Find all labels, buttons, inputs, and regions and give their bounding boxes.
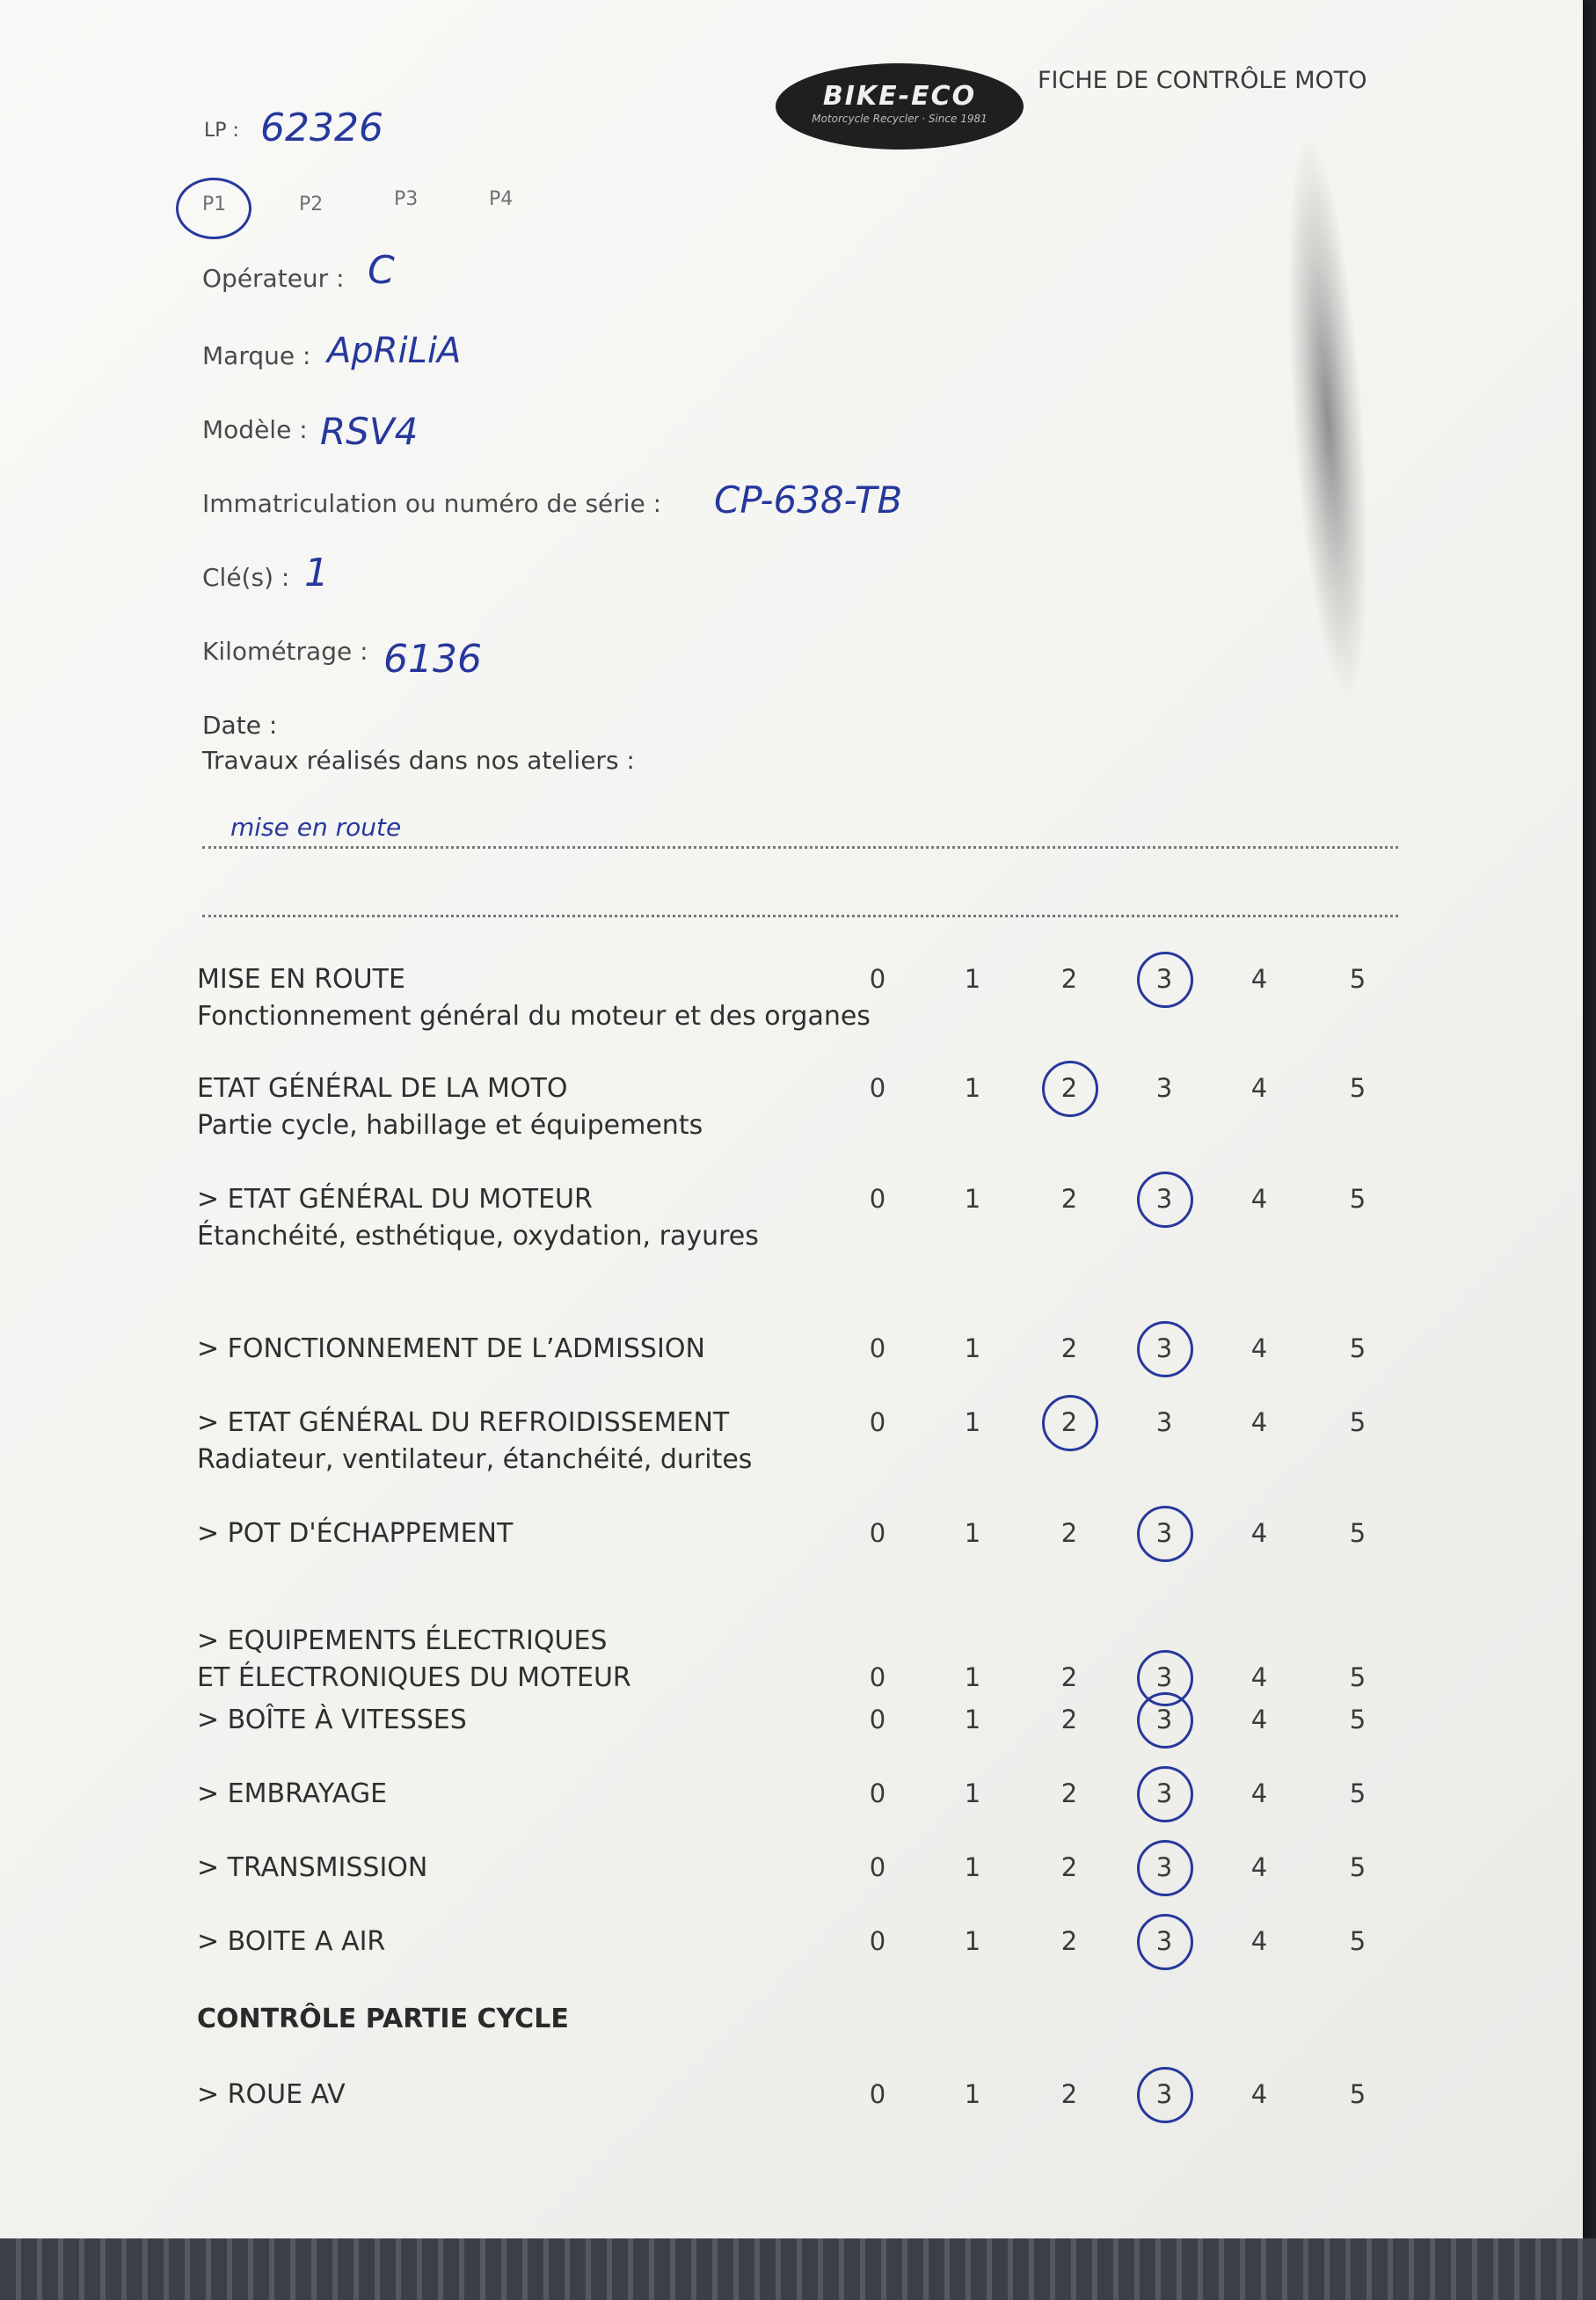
rating-row-1-score-3[interactable]: 3	[1155, 1073, 1173, 1103]
rating-row-3-selected-circle	[1137, 1321, 1193, 1377]
travaux-value: mise en route	[230, 813, 402, 842]
plastic-sleeve-edge	[0, 2238, 1596, 2300]
immat-label: Immatriculation ou numéro de série :	[202, 489, 662, 518]
rating-row-0-score-4[interactable]: 4	[1250, 964, 1268, 994]
rating-row-8-score-1[interactable]: 1	[964, 1778, 981, 1808]
rating-row-0-selected-circle	[1137, 952, 1193, 1008]
rating-row-9-score-1[interactable]: 1	[964, 1852, 981, 1882]
rating-row-4-subtitle: Radiateur, ventilateur, étanchéité, durites	[197, 1444, 753, 1475]
rating-row-3-score-5[interactable]: 5	[1349, 1333, 1366, 1363]
rating-row-8-score-5[interactable]: 5	[1349, 1778, 1366, 1808]
travaux-line-2	[202, 915, 1398, 917]
rating-row-5-selected-circle	[1137, 1506, 1193, 1562]
cycle-row-0-title: > ROUE AV	[197, 2079, 346, 2110]
rating-row-10-selected-circle	[1137, 1914, 1193, 1970]
rating-row-6-score-3[interactable]: 3	[1155, 1662, 1173, 1692]
cycle-row-0-score-3[interactable]: 3	[1155, 2079, 1173, 2109]
rating-row-10-score-0[interactable]: 0	[869, 1926, 886, 1956]
rating-row-3-score-1[interactable]: 1	[964, 1333, 981, 1363]
rating-row-1-selected-circle	[1042, 1061, 1098, 1117]
date-label: Date :	[202, 711, 278, 740]
rating-row-3-title: > FONCTIONNEMENT DE L’ADMISSION	[197, 1333, 705, 1364]
modele-label: Modèle :	[202, 415, 308, 444]
rating-row-6-subtitle: ET ÉLECTRONIQUES DU MOTEUR	[197, 1662, 631, 1693]
rating-row-0-score-5[interactable]: 5	[1349, 964, 1366, 994]
travaux-label: Travaux réalisés dans nos ateliers :	[202, 746, 635, 775]
rating-row-5-title: > POT D'ÉCHAPPEMENT	[197, 1518, 514, 1549]
rating-row-2-score-5[interactable]: 5	[1349, 1184, 1366, 1214]
rating-row-10-score-5[interactable]: 5	[1349, 1926, 1366, 1956]
rating-row-3-score-2[interactable]: 2	[1060, 1333, 1078, 1363]
rating-row-5-score-3[interactable]: 3	[1155, 1518, 1173, 1548]
cles-value: 1	[304, 551, 329, 595]
logo-tagline: Motorcycle Recycler · Since 1981	[812, 113, 987, 125]
p-option-3: P3	[394, 188, 419, 210]
rating-row-6-score-0[interactable]: 0	[869, 1662, 886, 1692]
rating-row-5-score-5[interactable]: 5	[1349, 1518, 1366, 1548]
rating-row-4-score-0[interactable]: 0	[869, 1407, 886, 1437]
rating-row-1-title: ETAT GÉNÉRAL DE LA MOTO	[197, 1073, 568, 1104]
lp-label: LP :	[204, 120, 239, 142]
logo-text: BIKE-ECO	[822, 81, 977, 112]
rating-row-7-selected-circle	[1137, 1692, 1193, 1749]
cycle-row-0-score-4[interactable]: 4	[1250, 2079, 1268, 2109]
rating-row-9-score-2[interactable]: 2	[1060, 1852, 1078, 1882]
rating-row-4-title: > ETAT GÉNÉRAL DU REFROIDISSEMENT	[197, 1407, 730, 1438]
rating-row-8-score-2[interactable]: 2	[1060, 1778, 1078, 1808]
rating-row-4-score-1[interactable]: 1	[964, 1407, 981, 1437]
rating-row-10-title: > BOITE A AIR	[197, 1926, 386, 1957]
rating-row-9-selected-circle	[1137, 1840, 1193, 1896]
marque-value: ApRiLiA	[327, 331, 462, 371]
p-option-1: P1	[202, 193, 227, 215]
rating-row-10-score-4[interactable]: 4	[1250, 1926, 1268, 1956]
rating-row-5-score-0[interactable]: 0	[869, 1518, 886, 1548]
operateur-label: Opérateur :	[202, 264, 345, 293]
form-title: FICHE DE CONTRÔLE MOTO	[1038, 67, 1367, 94]
rating-row-8-selected-circle	[1137, 1766, 1193, 1822]
rating-row-7-score-5[interactable]: 5	[1349, 1705, 1366, 1734]
lp-value: 62326	[260, 106, 383, 150]
rating-row-6-score-4[interactable]: 4	[1250, 1662, 1268, 1692]
rating-row-7-score-0[interactable]: 0	[869, 1705, 886, 1734]
rating-row-0-subtitle: Fonctionnement général du moteur et des organes	[197, 1001, 871, 1032]
rating-row-1-score-4[interactable]: 4	[1250, 1073, 1268, 1103]
rating-row-9-title: > TRANSMISSION	[197, 1852, 428, 1883]
rating-row-2-score-3[interactable]: 3	[1155, 1184, 1173, 1214]
rating-row-6-score-2[interactable]: 2	[1060, 1662, 1078, 1692]
cles-label: Clé(s) :	[202, 563, 290, 592]
rating-row-9-score-5[interactable]: 5	[1349, 1852, 1366, 1882]
rating-row-7-score-4[interactable]: 4	[1250, 1705, 1268, 1734]
rating-row-3-score-3[interactable]: 3	[1155, 1333, 1173, 1363]
rating-row-9-score-4[interactable]: 4	[1250, 1852, 1268, 1882]
rating-row-6-title: > EQUIPEMENTS ÉLECTRIQUES	[197, 1625, 608, 1656]
rating-row-4-selected-circle	[1042, 1395, 1098, 1451]
rating-row-1-score-1[interactable]: 1	[964, 1073, 981, 1103]
rating-row-2-score-2[interactable]: 2	[1060, 1184, 1078, 1214]
rating-row-2-score-4[interactable]: 4	[1250, 1184, 1268, 1214]
cycle-row-0-score-2[interactable]: 2	[1060, 2079, 1078, 2109]
rating-row-5-score-4[interactable]: 4	[1250, 1518, 1268, 1548]
cycle-row-0-selected-circle	[1137, 2067, 1193, 2123]
rating-row-8-title: > EMBRAYAGE	[197, 1778, 388, 1809]
rating-row-4-score-4[interactable]: 4	[1250, 1407, 1268, 1437]
section-heading-partie-cycle: CONTRÔLE PARTIE CYCLE	[197, 2004, 569, 2034]
rating-row-1-score-0[interactable]: 0	[869, 1073, 886, 1103]
rating-row-0-score-0[interactable]: 0	[869, 964, 886, 994]
rating-row-2-score-0[interactable]: 0	[869, 1184, 886, 1214]
km-value: 6136	[383, 637, 482, 682]
rating-row-7-score-3[interactable]: 3	[1155, 1705, 1173, 1734]
rating-row-9-score-0[interactable]: 0	[869, 1852, 886, 1882]
rating-row-2-title: > ETAT GÉNÉRAL DU MOTEUR	[197, 1184, 593, 1215]
rating-row-1-subtitle: Partie cycle, habillage et équipements	[197, 1110, 703, 1141]
rating-row-0-score-2[interactable]: 2	[1060, 964, 1078, 994]
rating-row-0-score-1[interactable]: 1	[964, 964, 981, 994]
rating-row-2-selected-circle	[1137, 1172, 1193, 1228]
p-option-4: P4	[489, 188, 514, 210]
rating-row-7-title: > BOÎTE À VITESSES	[197, 1705, 467, 1735]
p-option-2: P2	[299, 193, 324, 215]
bike-eco-logo	[776, 63, 1024, 150]
rating-row-6-score-5[interactable]: 5	[1349, 1662, 1366, 1692]
marque-label: Marque :	[202, 341, 311, 370]
rating-row-8-score-3[interactable]: 3	[1155, 1778, 1173, 1808]
operateur-value: C	[368, 248, 395, 293]
rating-row-4-score-2[interactable]: 2	[1060, 1407, 1078, 1437]
ink-smudge	[1272, 130, 1382, 705]
rating-row-0-title: MISE EN ROUTE	[197, 964, 405, 995]
rating-row-4-score-3[interactable]: 3	[1155, 1407, 1173, 1437]
rating-row-8-score-0[interactable]: 0	[869, 1778, 886, 1808]
rating-row-9-score-3[interactable]: 3	[1155, 1852, 1173, 1882]
rating-row-7-score-1[interactable]: 1	[964, 1705, 981, 1734]
rating-row-7-score-2[interactable]: 2	[1060, 1705, 1078, 1734]
km-label: Kilométrage :	[202, 637, 368, 666]
cycle-row-0-score-5[interactable]: 5	[1349, 2079, 1366, 2109]
travaux-line-1	[202, 846, 1398, 849]
rating-row-5-score-2[interactable]: 2	[1060, 1518, 1078, 1548]
rating-row-6-score-1[interactable]: 1	[964, 1662, 981, 1692]
rating-row-2-subtitle: Étanchéité, esthétique, oxydation, rayures	[197, 1221, 759, 1252]
cycle-row-0-score-1[interactable]: 1	[964, 2079, 981, 2109]
rating-row-3-score-4[interactable]: 4	[1250, 1333, 1268, 1363]
rating-row-3-score-0[interactable]: 0	[869, 1333, 886, 1363]
rating-row-10-score-1[interactable]: 1	[964, 1926, 981, 1956]
rating-row-8-score-4[interactable]: 4	[1250, 1778, 1268, 1808]
rating-row-2-score-1[interactable]: 1	[964, 1184, 981, 1214]
cycle-row-0-score-0[interactable]: 0	[869, 2079, 886, 2109]
rating-row-4-score-5[interactable]: 5	[1349, 1407, 1366, 1437]
immat-value: CP-638-TB	[714, 478, 903, 522]
rating-row-1-score-5[interactable]: 5	[1349, 1073, 1366, 1103]
rating-row-5-score-1[interactable]: 1	[964, 1518, 981, 1548]
rating-row-10-score-3[interactable]: 3	[1155, 1926, 1173, 1956]
rating-row-10-score-2[interactable]: 2	[1060, 1926, 1078, 1956]
rating-row-1-score-2[interactable]: 2	[1060, 1073, 1078, 1103]
rating-row-0-score-3[interactable]: 3	[1155, 964, 1173, 994]
modele-value: RSV4	[320, 410, 419, 453]
